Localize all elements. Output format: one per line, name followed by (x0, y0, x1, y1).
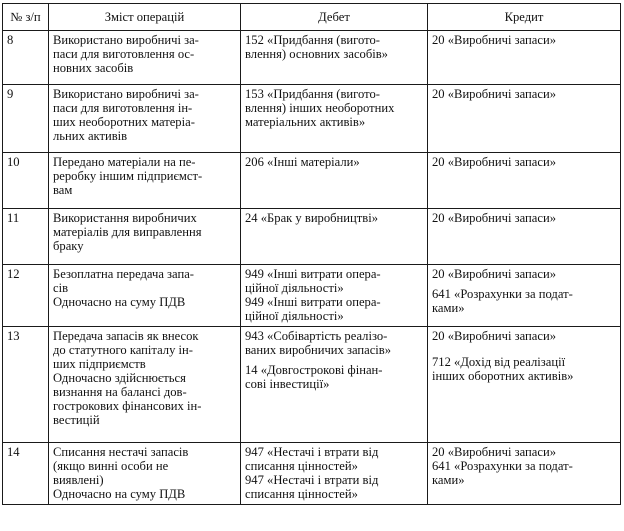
cell-credit (428, 153, 621, 209)
cell-credit (428, 265, 621, 327)
cell-text-line: 20 «Виробничі запаси» (432, 155, 556, 169)
cell-debit (241, 31, 428, 85)
header-credit: Кредит (428, 4, 621, 31)
cell-text-line: льних активів (53, 129, 128, 143)
cell-text-line: інших оборотних активів» (432, 369, 574, 383)
table-row (3, 209, 621, 265)
cell-text-line: 20 «Виробничі запаси» (432, 87, 556, 101)
cell-text-line: ційної діяльності» (245, 281, 344, 295)
cell-content (49, 327, 241, 443)
cell-text-line: списання цінностей» (245, 459, 358, 473)
cell-text-line: 641 «Розрахунки за подат- (432, 459, 573, 473)
row-number: 8 (3, 31, 49, 85)
cell-text-line: Одночасно на суму ПДВ (53, 487, 186, 501)
table-row (3, 153, 621, 209)
cell-text-line: 20 «Виробничі запаси» (432, 211, 556, 225)
cell-text-line: 949 «Інші витрати опера- (245, 267, 381, 281)
cell-text-line: Безоплатна передача запа- (53, 267, 194, 281)
cell-text-line: матеріалів для виправлення (53, 225, 202, 239)
cell-text-line: 20 «Виробничі запаси» (432, 33, 556, 47)
header-debit: Дебет (241, 4, 428, 31)
row-number: 9 (3, 85, 49, 153)
cell-content (49, 85, 241, 153)
cell-text-line: Одночасно на суму ПДВ (53, 295, 186, 309)
cell-credit (428, 209, 621, 265)
table-row (3, 265, 621, 327)
cell-text-line: Передача запасів як внесок (53, 329, 199, 343)
cell-text-line: 20 «Виробничі запаси» (432, 267, 556, 281)
cell-text-line: списання цінностей» (245, 487, 358, 501)
cell-text-line: ших підприємств (53, 357, 146, 371)
row-number: 13 (3, 327, 49, 443)
cell-text-line: 943 «Собівартість реалізо- (245, 329, 388, 343)
cell-credit (428, 85, 621, 153)
cell-text-line: 153 «Придбання (вигото- (245, 87, 380, 101)
cell-credit (428, 443, 621, 505)
cell-text-line: паси для виготовлення ос- (53, 47, 195, 61)
cell-text-line: 152 «Придбання (вигото- (245, 33, 380, 47)
header-content: Зміст операцій (49, 4, 241, 31)
cell-text-line: Списання нестачі запасів (53, 445, 189, 459)
cell-text-line: вам (53, 183, 73, 197)
table-row (3, 443, 621, 505)
cell-debit (241, 209, 428, 265)
row-number: 14 (3, 443, 49, 505)
cell-content (49, 31, 241, 85)
cell-text-line: Використано виробничі за- (53, 33, 199, 47)
cell-text-line: визнання на балансі дов- (53, 385, 187, 399)
row-number: 11 (3, 209, 49, 265)
cell-text-line: влення) основних засобів» (245, 47, 388, 61)
table-body (3, 31, 621, 505)
cell-credit (428, 327, 621, 443)
cell-text-line: Одночасно здійснюється (53, 371, 186, 385)
cell-text-line: Використано виробничі за- (53, 87, 199, 101)
cell-text-line: ших необоротних матеріа- (53, 115, 195, 129)
cell-text-line: влення) інших необоротних (245, 101, 395, 115)
row-number: 12 (3, 265, 49, 327)
cell-debit (241, 265, 428, 327)
cell-text-line: 947 «Нестачі і втрати від (245, 473, 379, 487)
cell-text-line: матеріальних активів» (245, 115, 366, 129)
cell-text-line: новних засобів (53, 61, 134, 75)
cell-text-line: виявлені) (53, 473, 104, 487)
cell-text-line: браку (53, 239, 84, 253)
cell-text-line: гострокових фінансових ін- (53, 399, 202, 413)
cell-text-line: ваних виробничих запасів» (245, 343, 392, 357)
cell-text-line: 206 «Інші матеріали» (245, 155, 360, 169)
cell-text-line: вестицій (53, 413, 100, 427)
cell-text-line: реробку іншим підприємст- (53, 169, 203, 183)
cell-text-line: ками» (432, 301, 465, 315)
cell-text-line: 24 «Брак у виробництві» (245, 211, 379, 225)
row-number: 10 (3, 153, 49, 209)
table-row (3, 327, 621, 443)
cell-text-line: 20 «Виробничі запаси» (432, 329, 556, 343)
cell-content (49, 443, 241, 505)
header-number: № з/п (3, 4, 49, 31)
cell-text-line: ційної діяльності» (245, 309, 344, 323)
cell-text-line: Передано матеріали на пе- (53, 155, 196, 169)
cell-content (49, 209, 241, 265)
cell-text-line: 20 «Виробничі запаси» (432, 445, 556, 459)
cell-text-line: 712 «Дохід від реалізації (432, 355, 566, 369)
cell-text-line: 641 «Розрахунки за подат- (432, 287, 573, 301)
cell-text-line: до статутного капіталу ін- (53, 343, 193, 357)
cell-debit (241, 443, 428, 505)
cell-content (49, 153, 241, 209)
cell-text-line: 947 «Нестачі і втрати від (245, 445, 379, 459)
cell-text-line: сів (53, 281, 69, 295)
cell-content (49, 265, 241, 327)
cell-text-line: (якщо винні особи не (53, 459, 169, 473)
cell-credit (428, 31, 621, 85)
cell-text-line: паси для виготовлення ін- (53, 101, 193, 115)
cell-text-line: ками» (432, 473, 465, 487)
table-row (3, 85, 621, 153)
cell-debit (241, 85, 428, 153)
cell-debit (241, 327, 428, 443)
table-row (3, 31, 621, 85)
cell-text-line: 949 «Інші витрати опера- (245, 295, 381, 309)
cell-debit (241, 153, 428, 209)
cell-text-line: сові інвестиції» (245, 377, 330, 391)
cell-text-line: Використання виробничих (53, 211, 197, 225)
cell-text-line: 14 «Довгострокові фінан- (245, 363, 383, 377)
accounting-operations-table (2, 3, 621, 505)
table-header-row (3, 4, 621, 31)
